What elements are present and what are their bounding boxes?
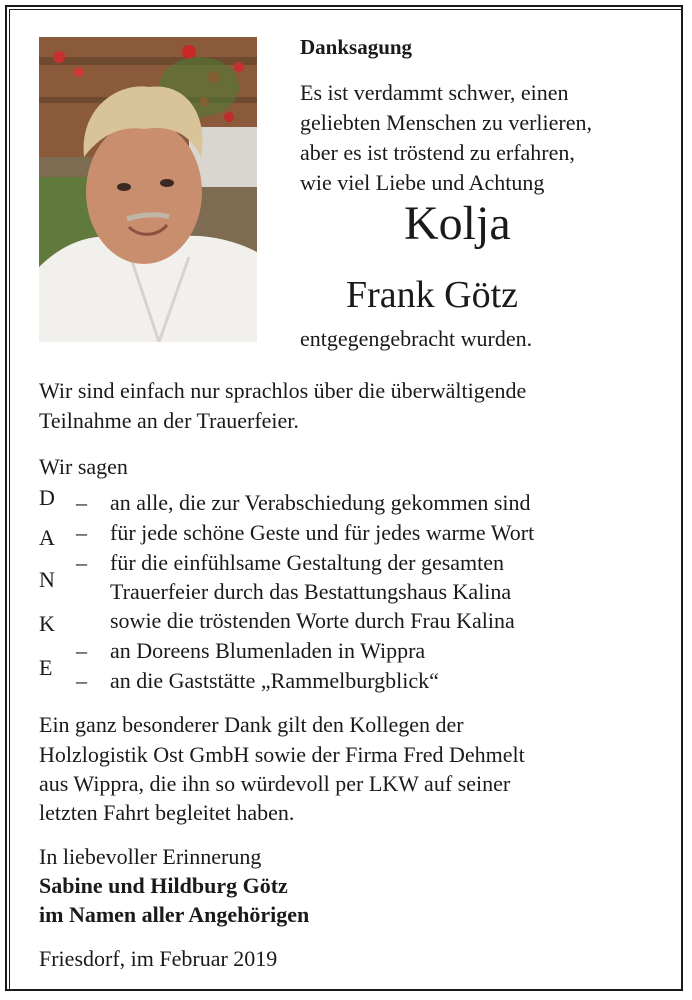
paragraph2-line-4: letzten Fahrt begleitet haben. (39, 800, 295, 825)
deceased-full-name: Frank Götz (346, 274, 519, 316)
paragraph1-line-2: Teilnahme an der Trauerfeier. (39, 408, 299, 433)
dash-1: – (76, 490, 87, 515)
dash-5: – (76, 668, 87, 693)
danke-letter-n: N (39, 567, 55, 592)
portrait-photo (39, 37, 257, 342)
after-name-line: entgegengebracht wurden. (300, 326, 533, 351)
thanks-line-7: an die Gaststätte „Rammelburgblick“ (110, 668, 439, 693)
heading-danksagung: Danksagung (300, 35, 413, 59)
intro-line-2: geliebten Menschen zu verlieren, (300, 110, 592, 135)
intro-line-3: aber es ist tröstend zu erfahren, (300, 140, 575, 165)
intro-line-4: wie viel Liebe und Achtung (300, 170, 545, 195)
thanks-line-4: Trauerfeier durch das Bestattungshaus Kalina (110, 579, 512, 604)
paragraph2-line-1: Ein ganz besonderer Dank gilt den Kollegen der (39, 712, 464, 737)
thanks-line-3: für die einfühlsame Gestaltung der gesamten (110, 550, 505, 575)
thanks-line-5: sowie die tröstenden Worte durch Frau Kalina (110, 608, 515, 633)
dash-2: – (76, 520, 87, 545)
intro-line-1: Es ist verdammt schwer, einen (300, 80, 569, 105)
danke-letter-k: K (39, 611, 55, 636)
paragraph2-line-3: aus Wippra, die ihn so würdevoll per LKW auf seiner (39, 771, 511, 796)
dash-3: – (76, 550, 87, 575)
signatory-1: Sabine und Hildburg Götz (39, 873, 288, 898)
thanks-line-6: an Doreens Blumenladen in Wippra (110, 638, 426, 663)
closing-line: In liebevoller Erinnerung (39, 844, 262, 869)
danke-letter-d: D (39, 485, 55, 510)
wir-sagen: Wir sagen (39, 454, 128, 479)
danke-letter-e: E (39, 655, 53, 680)
thanks-line-2: für jede schöne Geste und für jedes warme Wort (110, 520, 535, 545)
place-date: Friesdorf, im Februar 2019 (39, 946, 278, 971)
danke-letter-a: A (39, 525, 55, 550)
paragraph1-line-1: Wir sind einfach nur sprachlos über die überwältigende (39, 378, 527, 403)
signatory-2: im Namen aller Angehörigen (39, 902, 310, 927)
thanks-line-1: an alle, die zur Verabschiedung gekommen sind (110, 490, 531, 515)
paragraph2-line-2: Holzlogistik Ost GmbH sowie der Firma Fred Dehmelt (39, 742, 525, 767)
dash-4: – (76, 638, 87, 663)
deceased-first-name: Kolja (404, 197, 511, 250)
